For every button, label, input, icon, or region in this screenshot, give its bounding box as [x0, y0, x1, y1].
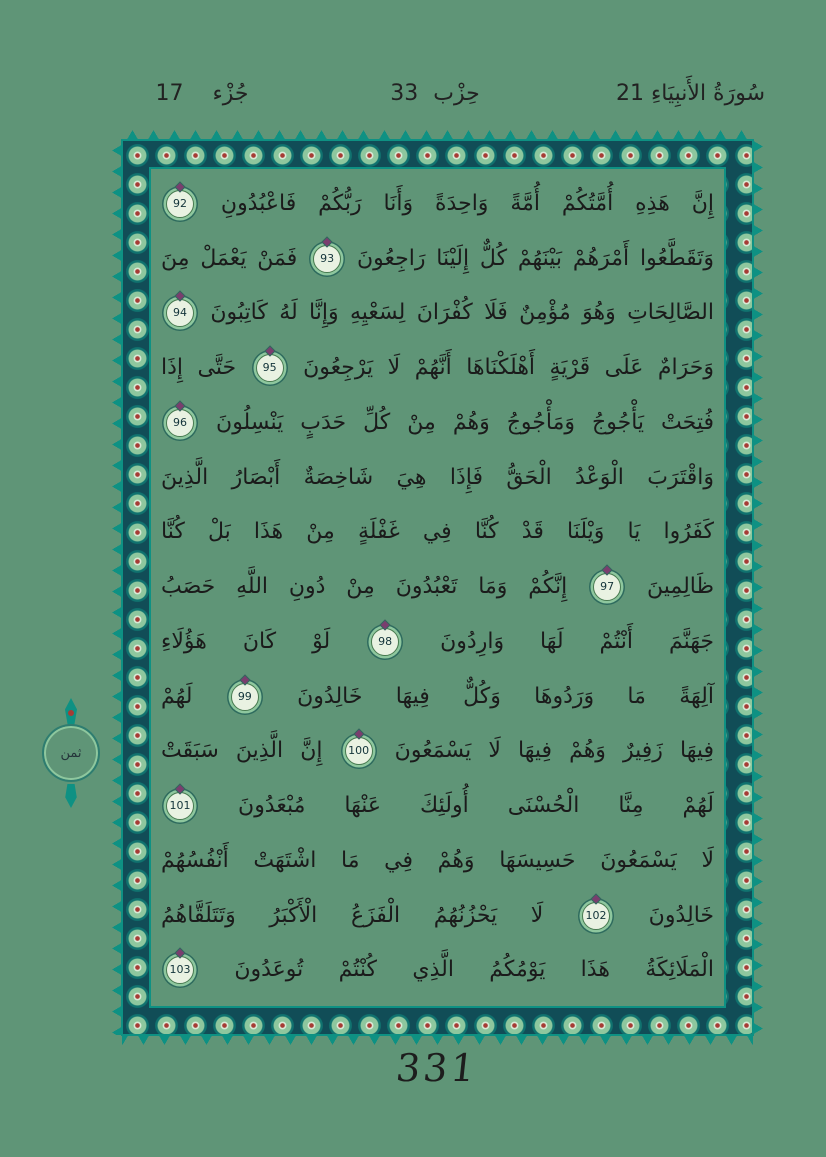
verse-text: آلِهَةً مَا وَرَدُوهَا وَكُلٌّ فِيهَا خَالِدُونَ: [297, 683, 714, 709]
ayah-end-marker: 94: [166, 299, 194, 327]
ayah-end-marker: 98: [371, 628, 399, 656]
verse-text: الصَّالِحَاتِ وَهُوَ مُؤْمِنٌ فَلَا كُفْرَانَ لِسَعْيِهِ وَإِنَّا لَهُ كَاتِبُونَ: [210, 300, 715, 326]
ornamental-border-frame: [112, 130, 763, 1045]
verse-text: كَفَرُوا يَا وَيْلَنَا قَدْ كُنَّا فِي غَفْلَةٍ مِنْ هَذَا بَلْ كُنَّا: [161, 519, 714, 545]
border-zigzag-bottom: [122, 1035, 753, 1045]
medallion-circle: [42, 724, 100, 782]
mushaf-line: [161, 943, 714, 998]
quran-text-block: [161, 177, 714, 998]
mushaf-line: [161, 560, 714, 615]
mushaf-line: [161, 724, 714, 779]
ayah-end-marker: 99: [231, 683, 259, 711]
mushaf-line: [161, 396, 714, 451]
medallion-finial-bottom-icon: [62, 784, 80, 808]
mushaf-line: [161, 834, 714, 889]
verse-text: لَوْ كَانَ هَؤُلَاءِ: [161, 628, 331, 654]
medallion-label: ثمن: [60, 745, 82, 761]
border-zigzag-right: [753, 140, 763, 1035]
ayah-end-marker: 102: [582, 902, 610, 930]
ayah-end-marker: 95: [256, 354, 284, 382]
ayah-end-marker: 103: [166, 956, 194, 984]
mushaf-line: [161, 286, 714, 341]
verse-text: حَتَّى إِذَا: [161, 355, 237, 381]
mushaf-line: [161, 341, 714, 396]
verse-text: وَتَقَطَّعُوا أَمْرَهُمْ بَيْنَهُمْ كُلٌّ إِلَيْنَا رَاجِعُونَ: [356, 245, 715, 271]
ayah-end-marker: 97: [593, 573, 621, 601]
verse-text: فُتِحَتْ يَأْجُوجُ وَمَأْجُوجُ وَهُمْ مِنْ كُلِّ حَدَبٍ يَنْسِلُونَ: [216, 409, 715, 435]
verse-text: ظَالِمِينَ: [646, 574, 714, 600]
ayah-end-marker: 92: [166, 190, 194, 218]
verse-text: خَالِدُونَ: [648, 902, 715, 928]
verse-text: إِنَّ هَذِهِ أُمَّتُكُمْ أُمَّةً وَاحِدَةً وَأَنَا رَبُّكُمْ فَاعْبُدُونِ: [220, 191, 714, 216]
mushaf-line: [161, 232, 714, 287]
mushaf-line: [161, 177, 714, 232]
ayah-end-marker: 93: [313, 245, 341, 273]
page-number: 331: [393, 1046, 481, 1090]
ayah-end-marker: 96: [166, 409, 194, 437]
verse-text: إِنَّ الَّذِينَ سَبَقَتْ: [161, 738, 323, 764]
verse-text: جَهَنَّمَ أَنْتُمْ لَهَا وَارِدُونَ: [440, 628, 715, 654]
verse-text: وَاقْتَرَبَ الْوَعْدُ الْحَقُّ فَإِذَا هِيَ شَاخِصَةٌ أَبْصَارُ الَّذِينَ: [161, 464, 714, 490]
ayah-end-marker: 101: [166, 792, 194, 820]
mushaf-line: [161, 451, 714, 506]
mushaf-line: [161, 505, 714, 560]
mushaf-line: [161, 615, 714, 670]
verse-text: لَا يَحْزُنُهُمُ الْفَزَعُ الْأَكْبَرُ وَتَتَلَقَّاهُمُ: [161, 902, 544, 928]
verse-text: لَهُمْ مِنَّا الْحُسْنَى أُولَئِكَ عَنْهَا مُبْعَدُونَ: [238, 793, 714, 819]
verse-text: الْمَلَائِكَةُ هَذَا يَوْمُكُمُ الَّذِي كُنْتُمْ تُوعَدُونَ: [234, 957, 714, 983]
mushaf-line: [161, 779, 714, 834]
verse-text: لَهُمْ: [161, 683, 193, 709]
mushaf-line: [161, 889, 714, 944]
hizb-label: حِزْب 33: [390, 81, 480, 106]
hizb-division-medallion: [34, 698, 108, 812]
surah-title-label: سُورَةُ الأَنبِيَاءِ 21: [615, 81, 765, 106]
verse-text: فَمَنْ يَعْمَلْ مِنَ: [161, 245, 298, 271]
juz-label: جُزْء 17: [155, 81, 249, 106]
mushaf-line: [161, 670, 714, 725]
verse-text: فِيهَا زَفِيرٌ وَهُمْ فِيهَا لَا يَسْمَعُونَ: [394, 738, 715, 764]
verse-text: لَا يَسْمَعُونَ حَسِيسَهَا وَهُمْ فِي مَا اشْتَهَتْ أَنْفُسُهُمْ: [161, 847, 714, 873]
verse-text: إِنَّكُمْ وَمَا تَعْبُدُونَ مِنْ دُونِ اللَّهِ حَصَبُ: [161, 574, 568, 600]
verse-text: وَحَرَامٌ عَلَى قَرْيَةٍ أَهْلَكْنَاهَا أَنَّهُمْ لَا يَرْجِعُونَ: [303, 355, 714, 381]
ayah-end-marker: 100: [345, 737, 373, 765]
